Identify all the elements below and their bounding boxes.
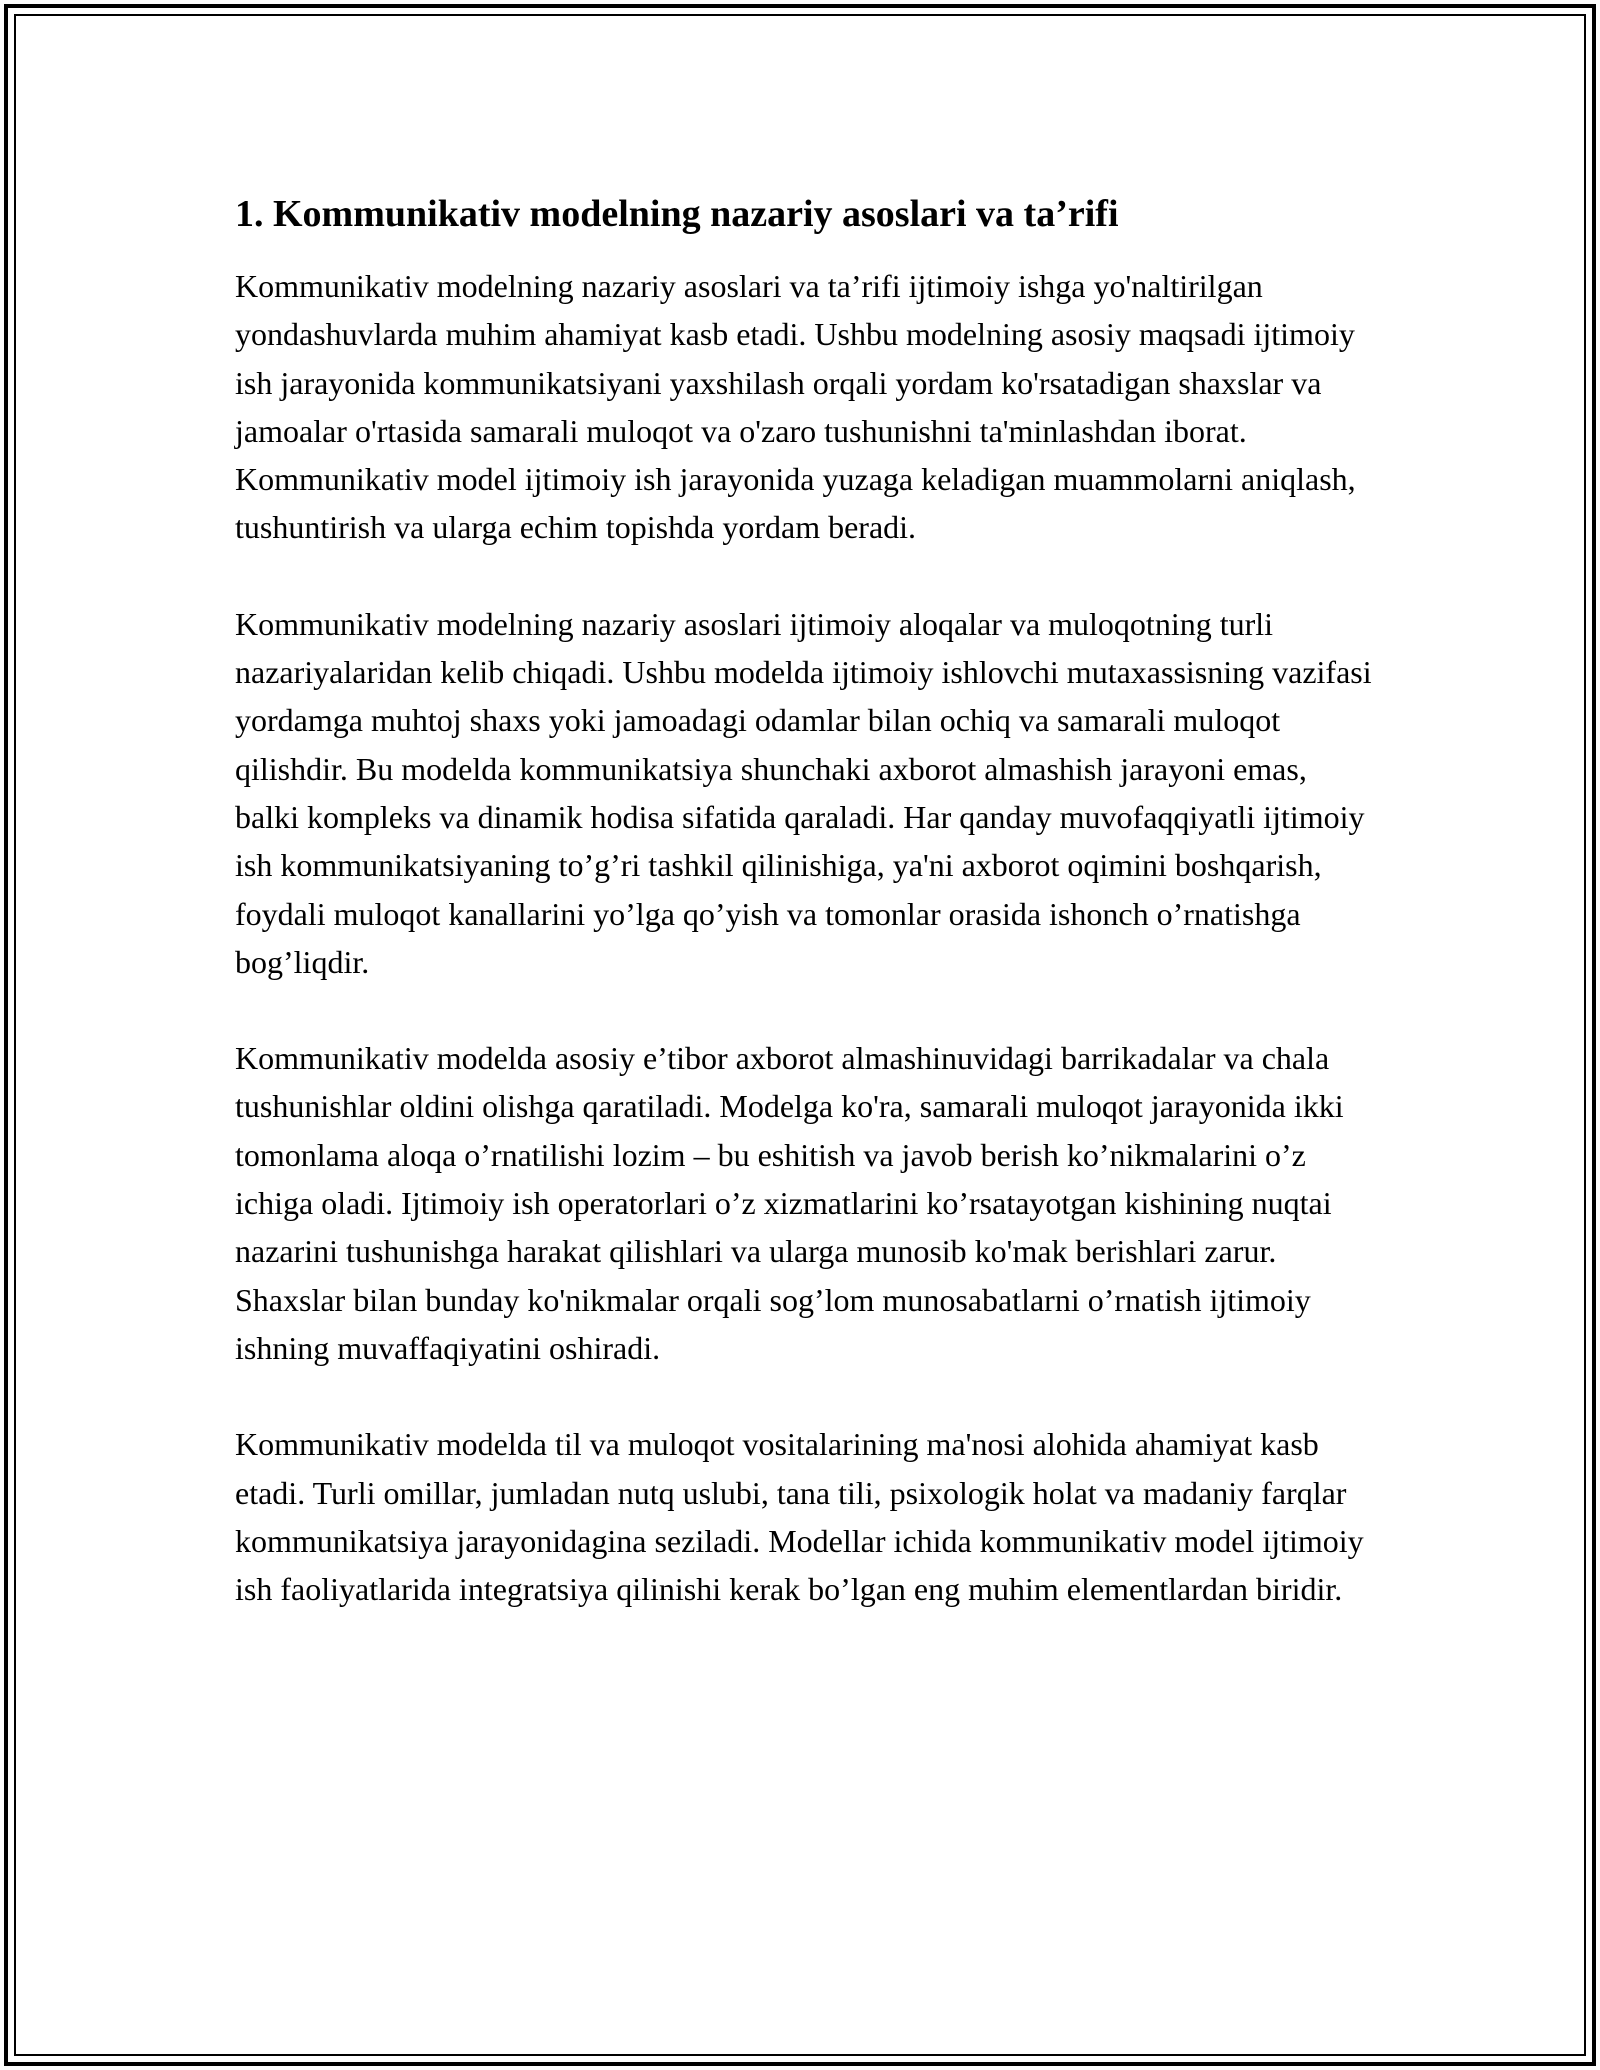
paragraph-1: Kommunikativ modelning nazariy asoslari va ta’rifi ijtimoiy ishga yo'naltirilgan yondashuvlarda muhim ahamiyat kasb etadi. Ushbu modelning asosiy maqsadi ijtimoiy ish jarayonida kommunikatsiyani yaxshilash orqali yordam ko'rsatadigan shaxslar va jamoalar o'rtasida samarali muloqot va o'zaro tushunishni ta'minlashdan iborat. Kommunikativ model ijtimoiy ish jarayonida yuzaga keladigan muammolarni aniqlash, tushuntirish va ularga echim topishda yordam beradi. [235,268,1356,546]
paragraph-2: Kommunikativ modelning nazariy asoslari ijtimoiy aloqalar va muloqotning turli nazariyalaridan kelib chiqadi. Ushbu modelda ijtimoiy ishlovchi mutaxassisning vazifasi yordamga muhtoj shaxs yoki jamoadagi odamlar bilan ochiq va samarali muloqot qilishdir. Bu modelda kommunikatsiya shunchaki axborot almashish jarayoni emas, balki kompleks va dinamik hodisa sifatida qaraladi. Har qanday muvofaqqiyatli ijtimoiy ish kommunikatsiyaning to’g’ri tashkil qilinishiga, ya'ni axborot oqimini boshqarish, foydali muloqot kanallarini yo’lga qo’yish va tomonlar orasida ishonch o’rnatishga bog’liqdir. [235,605,1372,980]
paragraph-4: Kommunikativ modelda til va muloqot vositalarining ma'nosi alohida ahamiyat kasb etadi. Turli omillar, jumladan nutq uslubi, tana tili, psixologik holat va madaniy farqlar kommunikatsiya jarayonidagina seziladi. Modellar ichida kommunikativ model ijtimoiy ish faoliyatlarida integratsiya qilinishi kerak bo’lgan eng muhim elementlardan biridir. [235,1426,1364,1608]
paragraph-3: Kommunikativ modelda asosiy e’tibor axborot almashinuvidagi barrikadalar va chala tushunishlar oldini olishga qaratiladi. Modelga ko'ra, samarali muloqot jarayonida ikki tomonlama aloqa o’rnatilishi lozim – bu eshitish va javob berish ko’nikmalarini o’z ichiga oladi. Ijtimoiy ish operatorlari o’z xizmatlarini ko’rsatayotgan kishining nuqtai nazarini tushunishga harakat qilishlari va ularga munosib ko'mak berishlari zarur. Shaxslar bilan bunday ko'nikmalar orqali sog’lom munosabatlarni o’rnatish ijtimoiy ishning muvaffaqiyatini oshiradi. [235,1040,1344,1366]
document-body [235,188,1375,1661]
section-heading: 1. Kommunikativ modelning nazariy asoslari va ta’rifi [235,193,1119,235]
